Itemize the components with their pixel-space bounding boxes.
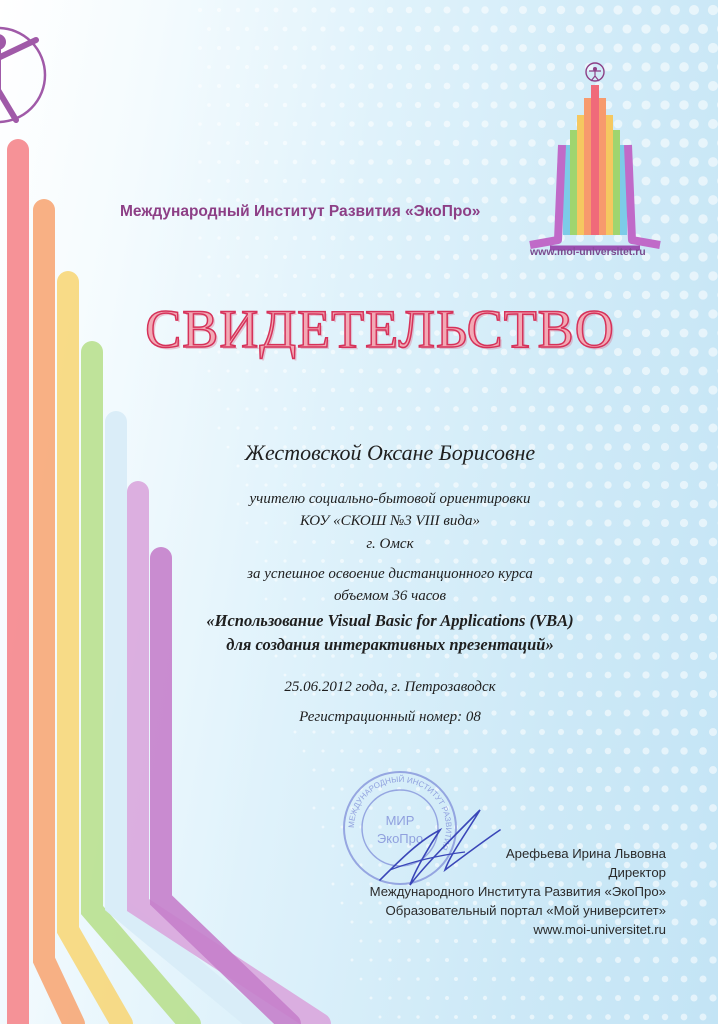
signatory-organization: Международного Института Развития «ЭкоПро» <box>369 884 666 899</box>
signatory-name: Арефьева Ирина Львовна <box>505 846 666 861</box>
course-hours: объемом 36 часов <box>333 588 447 604</box>
signatory-portal: Образовательный портал «Мой университет» <box>385 903 666 918</box>
course-title-line-2: для создания интерактивных презентаций» <box>226 635 554 654</box>
stamp-center-top: МИР <box>385 813 415 828</box>
institute-name: Международный Институт Развития «ЭкоПро» <box>120 203 481 220</box>
course-title-line-1: «Использование Visual Basic for Applications (VBA) <box>206 611 574 630</box>
stamp-ring-text: МЕЖДУНАРОДНЫЙ ИНСТИТУТ РАЗВИТИЯ <box>346 774 454 852</box>
recipient-city: г. Омск <box>366 536 414 552</box>
recipient-position: учителю социально-бытовой ориентировки <box>249 491 531 507</box>
header-website-link[interactable]: www.moi-universitet.ru <box>530 246 646 258</box>
signatory-title: Директор <box>608 865 666 880</box>
completion-statement: за успешное освоение дистанционного курса <box>247 566 533 582</box>
person-logo-icon <box>0 20 60 130</box>
certificate-title: СВИДЕТЕЛЬСТВО <box>145 299 615 359</box>
stamp-center-bottom: ЭкоПро <box>376 831 424 846</box>
signatory-website-link[interactable]: www.moi-universitet.ru <box>533 922 666 937</box>
recipient-name: Жестовской Оксане Борисовне <box>244 440 536 465</box>
registration-number: Регистрационный номер: 08 <box>299 709 481 725</box>
issue-date-place: 25.06.2012 года, г. Петрозаводск <box>284 679 496 695</box>
director-signature <box>370 800 510 890</box>
tower-logo-icon <box>520 60 670 265</box>
recipient-school: КОУ «СКОШ №3 VIII вида» <box>300 513 480 529</box>
